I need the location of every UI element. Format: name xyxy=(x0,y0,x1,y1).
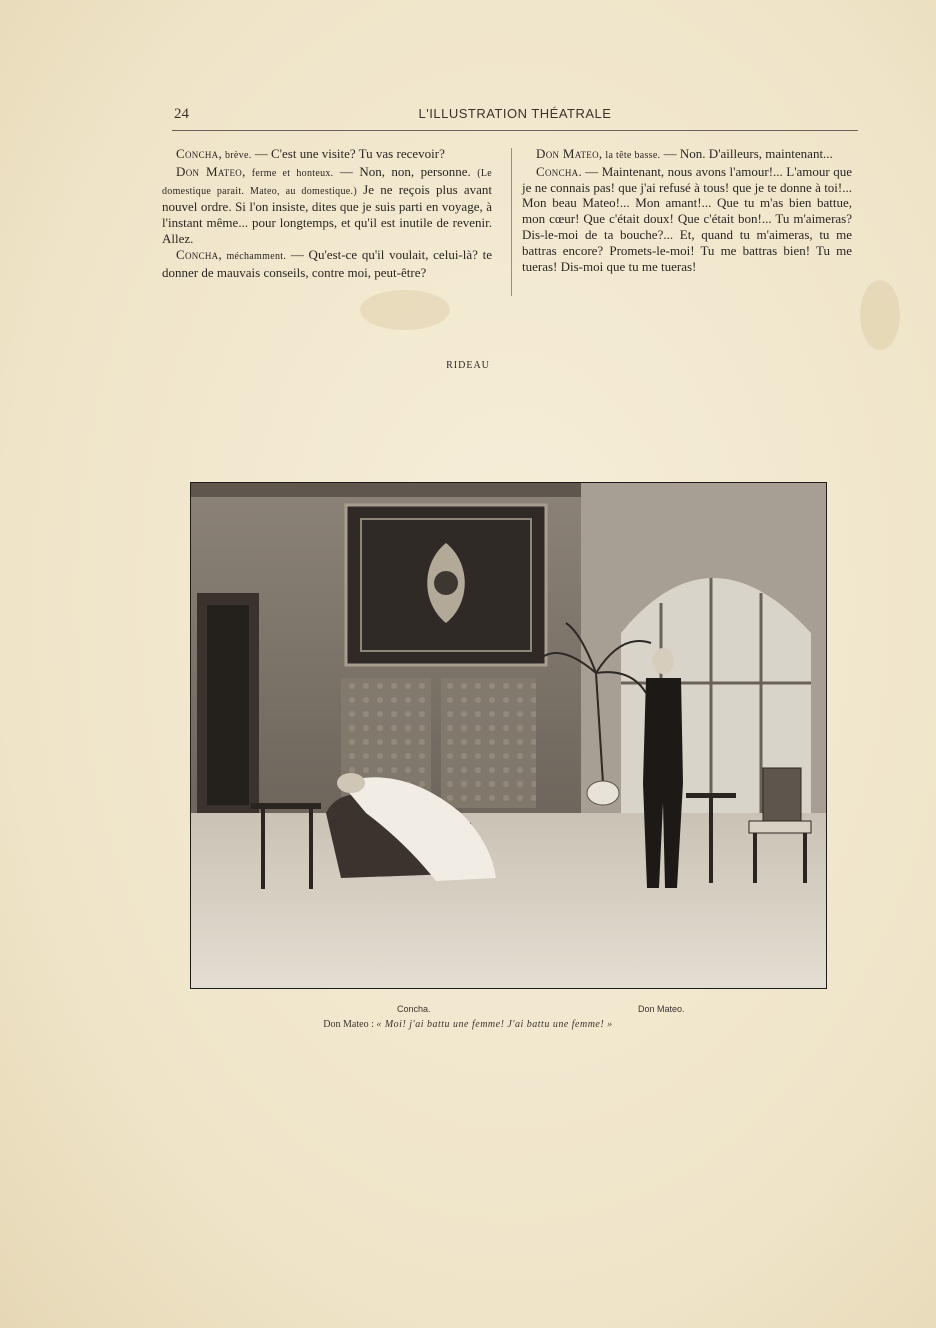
page-header xyxy=(172,104,858,131)
dialogue-paragraph: Concha, méchamment. — Qu'est-ce qu'il voulait, celui-là? te donner de mauvais conseils, contre moi, peut-être? xyxy=(162,246,493,280)
caption-concha: Concha. xyxy=(397,1004,431,1014)
speaker-name: Concha xyxy=(176,146,219,161)
stage-photograph xyxy=(190,482,827,989)
right-column xyxy=(522,146,852,274)
stage-direction: ferme et honteux. xyxy=(251,167,334,179)
dialogue-paragraph: Concha, brève. — C'est une visite? Tu vas recevoir? xyxy=(176,146,445,161)
curtain-label: RIDEAU xyxy=(446,360,490,371)
running-title: L'ILLUSTRATION THÉATRALE xyxy=(418,106,612,121)
speaker-name: Concha xyxy=(176,246,219,262)
caption-speaker: Don Mateo : xyxy=(323,1019,374,1030)
speaker-name: Don Mateo xyxy=(536,146,599,161)
column-divider xyxy=(511,148,512,296)
paper-stain xyxy=(360,290,450,330)
page-number: 24 xyxy=(174,106,189,122)
dialogue-text: Je ne reçois plus avant nouvel ordre. Si l'on insiste, dites que je suis parti en voyage, à l'instant même... pour longtemps, et qu'il est inutile de revenir. Allez. xyxy=(162,181,492,246)
speaker-name: Concha xyxy=(536,163,579,179)
left-column xyxy=(162,146,492,280)
dialogue-paragraph: Concha. — Maintenant, nous avons l'amour!... L'amour que je ne connais pas! que j'ai refusé à tous! que je te donne à toi!... Mon beau Mateo!... Mon amant!... Que tu m'as bien battue, mon cœur! Que c'était doux! Que c'était bon!... Tu m'aimeras? Dis-le-moi de ta bouche?... Et, quand tu m'aimeras, tu me battras encore? Promets-le-moi! Tu me battras bien! Tu me tueras! Dis-moi que tu me tueras! xyxy=(522,163,853,274)
stage-direction: méchamment. xyxy=(226,250,287,262)
dialogue-paragraph: Don Mateo, la tête basse. — Non. D'ailleurs, maintenant... xyxy=(536,146,833,161)
paper-stain xyxy=(860,280,900,350)
stage-direction: la tête basse. xyxy=(605,150,661,161)
dialogue-paragraph: Don Mateo, ferme et honteux. — Non, non, personne. (Le domestique parait. Mateo, au domestique.) Je ne reçois plus avant nouvel ordre. Si l'on insiste, dites que je suis parti en voyage, à l'instant même... pour longtemps, et qu'il est inutile de revenir. Allez. xyxy=(162,163,492,246)
dialogue-text: — C'est une visite? Tu vas recevoir? xyxy=(254,146,445,161)
photo-caption-names xyxy=(0,1004,936,1018)
dialogue-text: — Non, non, personne. xyxy=(339,163,471,179)
caption-don-mateo: Don Mateo. xyxy=(638,1004,685,1014)
speaker-name: Don Mateo xyxy=(176,163,243,179)
dialogue-text: — Qu'est-ce qu'il voulait, celui-là? te donner de mauvais conseils, contre moi, peut-être? xyxy=(162,246,493,280)
caption-quote-text: « Moi! j'ai battu une femme! J'ai battu une femme! » xyxy=(376,1019,613,1030)
stage-direction: brève. xyxy=(224,150,252,161)
stage-photo-illustration xyxy=(191,483,826,988)
dialogue-text: — Non. D'ailleurs, maintenant... xyxy=(663,146,833,161)
dialogue-text: — Maintenant, nous avons l'amour!... L'amour que je ne connais pas! que j'ai refusé à tous! que je te donne à toi!... Mon beau Mateo!... Mon amant!... Que tu m'as bien battue, mon cœur! Que c'était doux! Que c'était bon!... Tu m'aimeras? Dis-le-moi de ta bouche?... Et, quand tu m'aimeras, tu me battras encore? Promets-le-moi! Tu me battras bien! Tu me tueras! Dis-moi que tu me tueras! xyxy=(522,163,853,274)
photo-caption-quote xyxy=(0,1019,936,1030)
stage-direction: (Le domestique parait. Mateo, au domestique.) xyxy=(162,167,492,197)
